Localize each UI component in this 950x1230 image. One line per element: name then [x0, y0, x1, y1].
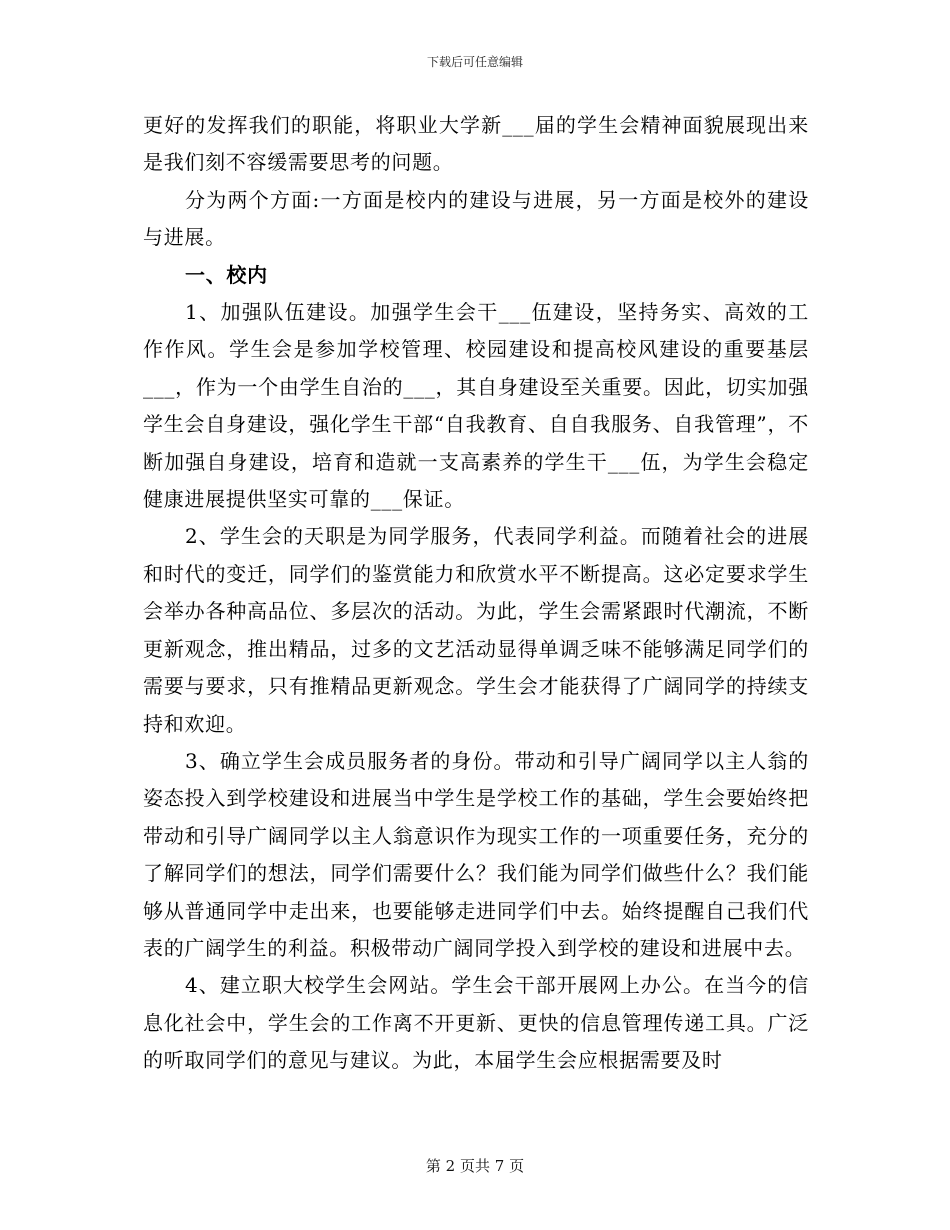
document-body	[143, 107, 809, 1080]
paragraph-item-1: 1、加强队伍建设。加强学生会干___伍建设，坚持务实、高效的工作作风。学生会是参加学校管理、校园建设和提高校风建设的重要基层___，作为一个由学生自治的___，其自身建设至关重要。因此，切实加强学生会自身建设，强化学生干部“自我教育、自自我服务、自我管理”，不断加强自身建设，培育和造就一支高素养的学生干___伍，为学生会稳定健康进展提供坚实可靠的___保证。	[143, 300, 809, 512]
paragraph-continuation: 更好的发挥我们的职能，将职业大学新___届的学生会精神面貌展现出来是我们刻不容缓需要思考的问题。	[143, 113, 809, 175]
paragraph-item-3: 3、确立学生会成员服务者的身份。带动和引导广阔同学以主人翁的姿态投入到学校建设和进展当中学生是学校工作的基础，学生会要始终把带动和引导广阔同学以主人翁意识作为现实工作的一项重要任务，充分的了解同学们的想法，同学们需要什么？我们能为同学们做些什么？我们能够从普通同学中走出来，也要能够走进同学们中去。始终提醒自己我们代表的广阔学生的利益。积极带动广阔同学投入到学校的建设和进展中去。	[143, 748, 809, 960]
page-footer: 第 2 页共 7 页	[425, 1157, 525, 1175]
paragraph-item-4: 4、建立职大校学生会网站。学生会干部开展网上办公。在当今的信息化社会中，学生会的工作离不开更新、更快的信息管理传递工具。广泛的听取同学们的意见与建议。为此，本届学生会应根据需要及时	[143, 973, 809, 1073]
paragraph-item-2: 2、学生会的天职是为同学服务，代表同学利益。而随着社会的进展和时代的变迁，同学们的鉴赏能力和欣赏水平不断提高。这必定要求学生会举办各种高品位、多层次的活动。为此，学生会需紧跟时代潮流，不断更新观念，推出精品，过多的文艺活动显得单调乏味不能够满足同学们的需要与要求，只有推精品更新观念。学生会才能获得了广阔同学的持续支持和欢迎。	[143, 524, 809, 736]
paragraph-intro: 分为两个方面:一方面是校内的建设与进展，另一方面是校外的建设与进展。	[143, 187, 809, 250]
section-heading: 一、校内	[185, 262, 268, 287]
page-header: 下载后可任意编辑	[426, 55, 523, 69]
